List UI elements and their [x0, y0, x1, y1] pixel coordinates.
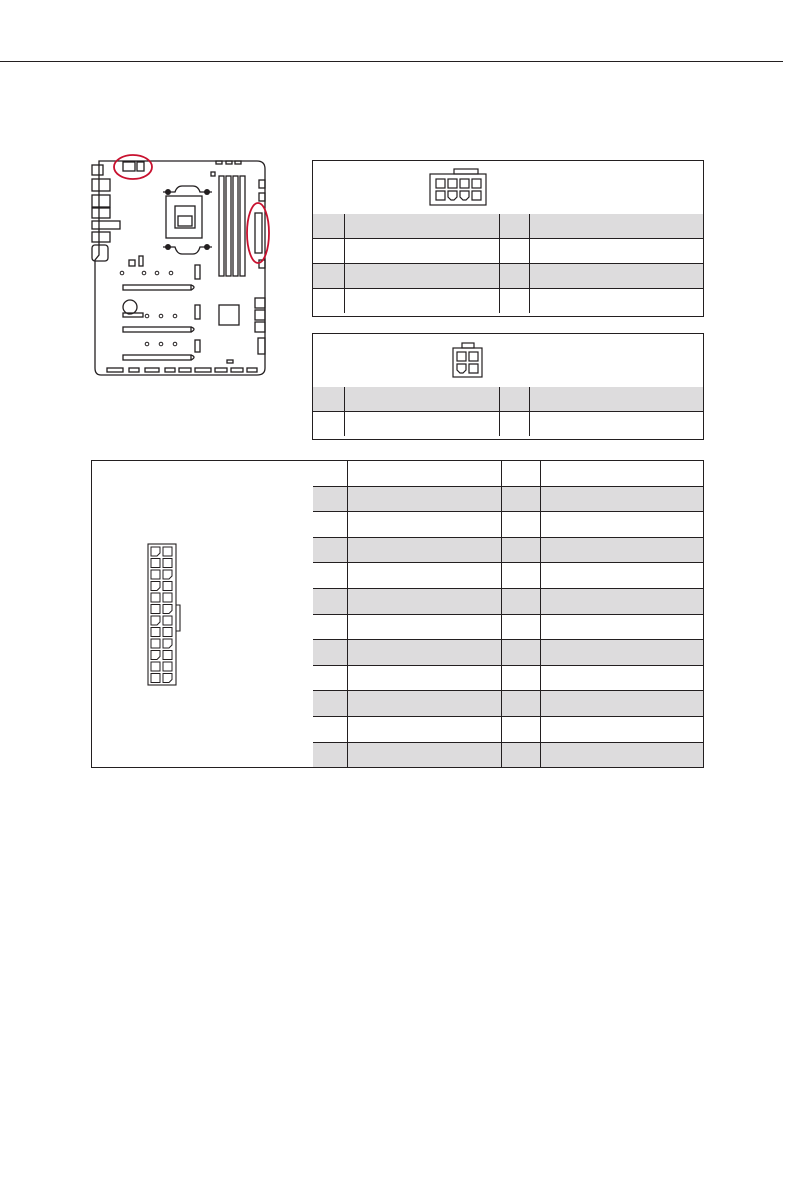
- table-row: [313, 512, 703, 538]
- table-row: [313, 412, 703, 437]
- pin-number: [313, 716, 347, 742]
- table-row: [313, 289, 703, 314]
- pin-table-24pin: [313, 461, 703, 767]
- table-row: [313, 588, 703, 614]
- signal-name: [540, 691, 703, 717]
- signal-name: [344, 289, 499, 314]
- pin-number: [499, 387, 529, 412]
- signal-name: [347, 512, 501, 538]
- signal-name: [540, 614, 703, 640]
- table-row: [313, 640, 703, 666]
- signal-name: [540, 512, 703, 538]
- connector-pin: [151, 628, 160, 637]
- connector-pin: [151, 570, 160, 579]
- signal-name: [540, 742, 703, 767]
- pin-number: [313, 742, 347, 767]
- connector-pin: [151, 651, 160, 660]
- pin-number: [499, 264, 529, 289]
- signal-name: [540, 486, 703, 512]
- signal-name: [529, 239, 703, 264]
- signal-name: [529, 412, 703, 437]
- pin-number: [499, 214, 529, 239]
- connector-pin: [163, 674, 172, 683]
- signal-name: [347, 486, 501, 512]
- connector-4pin-panel: [312, 333, 704, 440]
- signal-name: [344, 214, 499, 239]
- connector-pin: [151, 639, 160, 648]
- connector-pin: [163, 559, 172, 568]
- pin-number: [501, 742, 540, 767]
- pin-number: [501, 461, 540, 486]
- 8-pin-connector-icon: [429, 168, 487, 206]
- table-row: [313, 387, 703, 412]
- connector-pin: [163, 605, 172, 614]
- pin-number: [501, 716, 540, 742]
- 4-pin-connector-icon: [452, 342, 484, 378]
- signal-name: [347, 716, 501, 742]
- pin-number: [313, 563, 347, 589]
- pin-number: [313, 486, 347, 512]
- signal-name: [344, 264, 499, 289]
- connector-pin: [163, 662, 172, 671]
- pin-table-4pin: [313, 387, 703, 436]
- signal-name: [347, 563, 501, 589]
- connector-pin: [151, 559, 160, 568]
- pin-number: [313, 412, 344, 437]
- pin-number: [313, 239, 344, 264]
- connector-pin: [151, 662, 160, 671]
- pin-number: [499, 412, 529, 437]
- pin-number: [313, 691, 347, 717]
- header-rule: [0, 61, 783, 62]
- connector-pin: [151, 593, 160, 602]
- pin-number: [501, 588, 540, 614]
- pin-number: [499, 239, 529, 264]
- signal-name: [529, 214, 703, 239]
- signal-name: [529, 289, 703, 314]
- table-row: [313, 665, 703, 691]
- connector-pin: [163, 616, 172, 625]
- table-row: [313, 742, 703, 767]
- pin-number: [313, 387, 344, 412]
- signal-name: [540, 563, 703, 589]
- signal-name: [347, 742, 501, 767]
- signal-name: [344, 239, 499, 264]
- signal-name: [344, 412, 499, 437]
- connector-pin: [163, 547, 172, 556]
- signal-name: [529, 387, 703, 412]
- pin-number: [313, 537, 347, 563]
- pin-number: [313, 289, 344, 314]
- signal-name: [540, 665, 703, 691]
- table-row: [313, 264, 703, 289]
- pin-number: [313, 461, 347, 486]
- connector-pin: [151, 547, 160, 556]
- connector-pin: [151, 674, 160, 683]
- connector-pin: [163, 582, 172, 591]
- table-row: [313, 614, 703, 640]
- table-row: [313, 486, 703, 512]
- pin-number: [501, 512, 540, 538]
- signal-name: [347, 614, 501, 640]
- pin-number: [313, 214, 344, 239]
- pin-number: [313, 512, 347, 538]
- pin-number: [313, 264, 344, 289]
- signal-name: [540, 640, 703, 666]
- table-row: [313, 537, 703, 563]
- pin-number: [501, 563, 540, 589]
- table-row: [313, 214, 703, 239]
- connector-24pin-panel: [91, 460, 704, 768]
- signal-name: [540, 461, 703, 486]
- signal-name: [540, 588, 703, 614]
- pin-number: [313, 640, 347, 666]
- pin-number: [501, 486, 540, 512]
- connector-pin: [163, 651, 172, 660]
- connector-pin: [151, 605, 160, 614]
- table-row: [313, 239, 703, 264]
- pin-number: [313, 588, 347, 614]
- connector-pin: [163, 639, 172, 648]
- pin-number: [501, 691, 540, 717]
- connector-pin: [163, 570, 172, 579]
- motherboard-diagram-icon: [85, 150, 275, 382]
- table-row: [313, 716, 703, 742]
- pin-number: [501, 537, 540, 563]
- connector-pin: [163, 628, 172, 637]
- signal-name: [347, 461, 501, 486]
- connector-pin: [151, 582, 160, 591]
- pin-number: [313, 665, 347, 691]
- signal-name: [344, 387, 499, 412]
- signal-name: [347, 665, 501, 691]
- signal-name: [347, 640, 501, 666]
- 24-pin-connector-icon: [147, 543, 187, 686]
- connector-pin: [151, 616, 160, 625]
- pin-table-8pin: [313, 214, 703, 313]
- signal-name: [347, 537, 501, 563]
- pin-number: [501, 614, 540, 640]
- pin-number: [313, 614, 347, 640]
- connector-8pin-panel: [312, 160, 704, 317]
- pin-number: [499, 289, 529, 314]
- pin-number: [501, 665, 540, 691]
- signal-name: [529, 264, 703, 289]
- signal-name: [347, 691, 501, 717]
- table-row: [313, 563, 703, 589]
- signal-name: [540, 537, 703, 563]
- table-row: [313, 461, 703, 486]
- connector-pin: [163, 593, 172, 602]
- table-row: [313, 691, 703, 717]
- signal-name: [540, 716, 703, 742]
- signal-name: [347, 588, 501, 614]
- pin-number: [501, 640, 540, 666]
